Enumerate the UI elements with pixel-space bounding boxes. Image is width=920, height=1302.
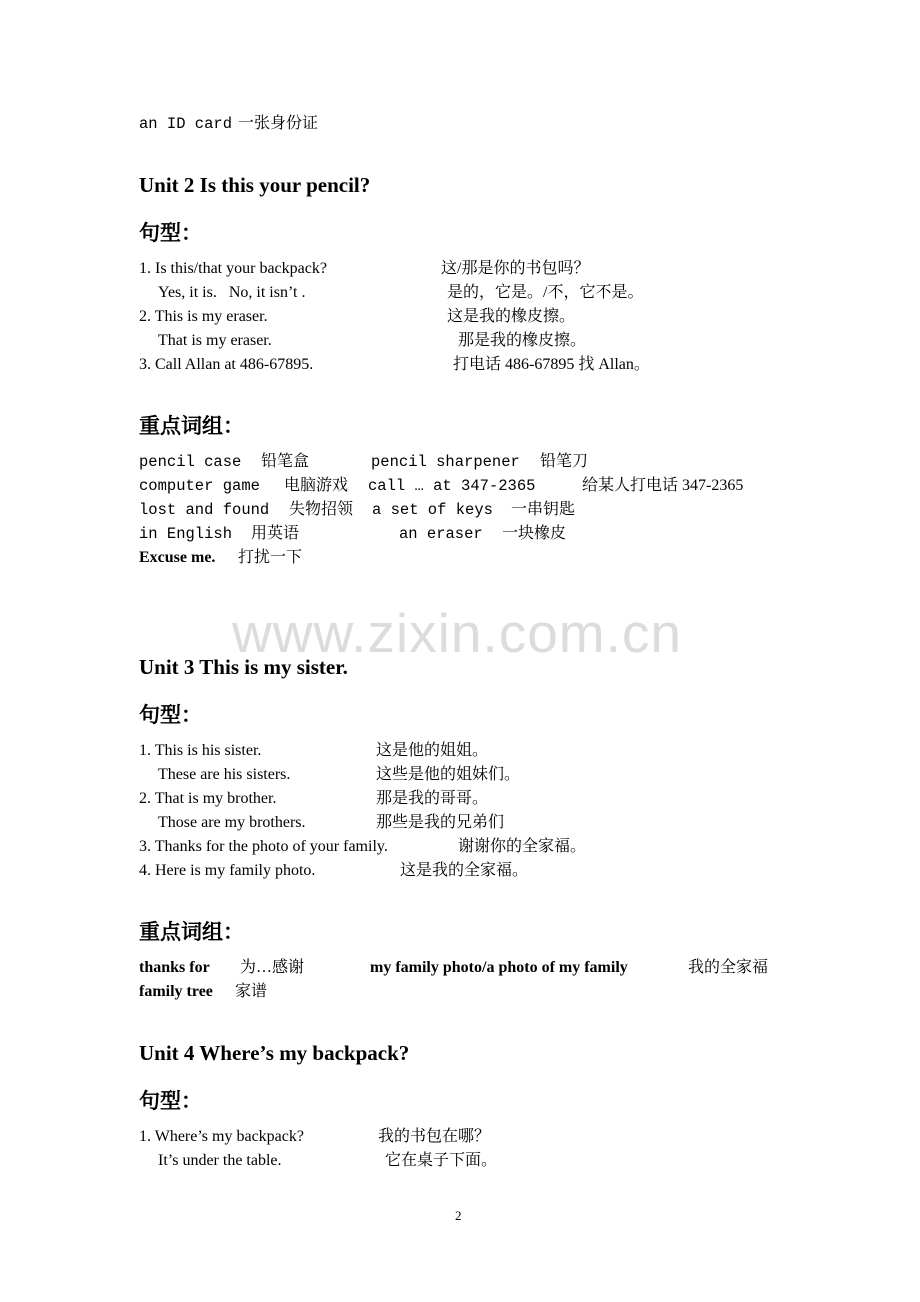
unit3-phrase-1-en: thanks for — [139, 959, 210, 976]
unit2-phrase-7-en: in English — [139, 525, 233, 543]
unit2-phrase-8-zh: 一块橡皮 — [502, 525, 567, 542]
unit4-sentence-1-zh: 我的书包在哪？ — [378, 1128, 491, 1145]
unit2-phrase-9-en: Excuse me. — [139, 549, 216, 566]
unit4-sentence-1b-zh: 它在桌子下面。 — [385, 1152, 498, 1169]
unit3-title: Unit 3 This is my sister. — [139, 655, 348, 679]
unit2-phrase-1-en: pencil case — [139, 453, 242, 471]
unit3-sentence-2-en: 2. That is my brother. — [139, 790, 277, 807]
unit2-sentence-1-zh: 这/那是你的书包吗？ — [441, 260, 590, 277]
unit2-sentence-2b-en: That is my eraser. — [158, 332, 272, 349]
unit2-phrase-7-zh: 用英语 — [251, 525, 300, 542]
unit2-phrase-2-zh: 铅笔刀 — [540, 453, 589, 470]
unit4-sentence-1b-en: It’s under the table. — [158, 1152, 282, 1169]
unit3-sentence-2b-en: Those are my brothers. — [158, 814, 306, 831]
unit2-sentences-heading: 句型： — [139, 221, 202, 245]
unit2-phrase-3-zh: 电脑游戏 — [284, 477, 349, 494]
unit2-sentence-1b-en: Yes, it is. No, it isn’t . — [158, 284, 306, 301]
page-number: 2 — [455, 1208, 462, 1223]
unit2-phrase-1-zh: 铅笔盒 — [261, 453, 310, 470]
unit2-phrase-6-en: a set of keys — [372, 501, 493, 519]
unit4-sentences-heading: 句型： — [139, 1089, 202, 1113]
unit2-sentence-3-zh: 打电话 486-67895 找 Allan。 — [453, 356, 650, 373]
unit3-phrase-1-zh: 为…感谢 — [240, 959, 305, 976]
unit3-phrase-2-zh: 我的全家福 — [688, 959, 769, 976]
unit2-sentence-2-zh: 这是我的橡皮擦。 — [447, 308, 576, 325]
unit3-sentence-1-en: 1. This is his sister. — [139, 742, 262, 759]
unit2-phrase-4-en: call … at 347-2365 — [368, 477, 536, 495]
watermark: www.zixin.com.cn — [232, 602, 682, 664]
unit3-sentence-4-en: 4. Here is my family photo. — [139, 862, 316, 879]
unit3-phrase-3-zh: 家谱 — [235, 983, 268, 1000]
unit2-phrase-6-zh: 一串钥匙 — [511, 501, 576, 518]
unit2-sentence-2b-zh: 那是我的橡皮擦。 — [458, 332, 587, 349]
unit2-phrase-5-zh: 失物招领 — [289, 501, 354, 518]
unit3-sentence-2b-zh: 那些是我的兄弟们 — [376, 814, 505, 831]
unit2-phrase-8-en: an eraser — [399, 525, 483, 543]
unit2-sentence-3-en: 3. Call Allan at 486-67895. — [139, 356, 314, 373]
unit3-sentence-1b-en: These are his sisters. — [158, 766, 291, 783]
unit3-sentence-4-zh: 这是我的全家福。 — [400, 862, 529, 879]
unit3-sentence-3-zh: 谢谢你的全家福。 — [458, 838, 587, 855]
unit3-phrases-heading: 重点词组： — [139, 920, 244, 944]
unit3-sentences-heading: 句型： — [139, 703, 202, 727]
id-card-translation: 一张身份证 — [238, 115, 319, 132]
unit2-phrase-3-en: computer game — [139, 477, 260, 495]
unit2-phrase-9-zh: 打扰一下 — [238, 549, 303, 566]
unit3-phrase-3-en: family tree — [139, 983, 213, 1000]
unit3-sentence-1-zh: 这是他的姐姐。 — [376, 742, 489, 759]
unit3-phrase-2-en: my family photo/a photo of my family — [370, 959, 628, 976]
unit2-phrase-5-en: lost and found — [139, 501, 270, 519]
id-card-phrase: an ID card — [139, 115, 233, 133]
unit3-sentence-2-zh: 那是我的哥哥。 — [376, 790, 489, 807]
unit2-sentence-2-en: 2. This is my eraser. — [139, 308, 268, 325]
unit3-sentence-3-en: 3. Thanks for the photo of your family. — [139, 838, 388, 855]
unit2-phrases-heading: 重点词组： — [139, 414, 244, 438]
unit2-phrase-4-zh: 给某人打电话 347-2365 — [582, 477, 744, 494]
unit2-title: Unit 2 Is this your pencil? — [139, 173, 371, 197]
unit4-title: Unit 4 Where’s my backpack? — [139, 1041, 410, 1065]
unit2-sentence-1b-zh: 是的，它是。/不，它不是。 — [447, 284, 644, 301]
unit4-sentence-1-en: 1. Where’s my backpack? — [139, 1128, 304, 1145]
unit2-phrase-2-en: pencil sharpener — [371, 453, 520, 471]
unit3-sentence-1b-zh: 这些是他的姐妹们。 — [376, 766, 521, 783]
unit2-sentence-1-en: 1. Is this/that your backpack? — [139, 260, 327, 277]
